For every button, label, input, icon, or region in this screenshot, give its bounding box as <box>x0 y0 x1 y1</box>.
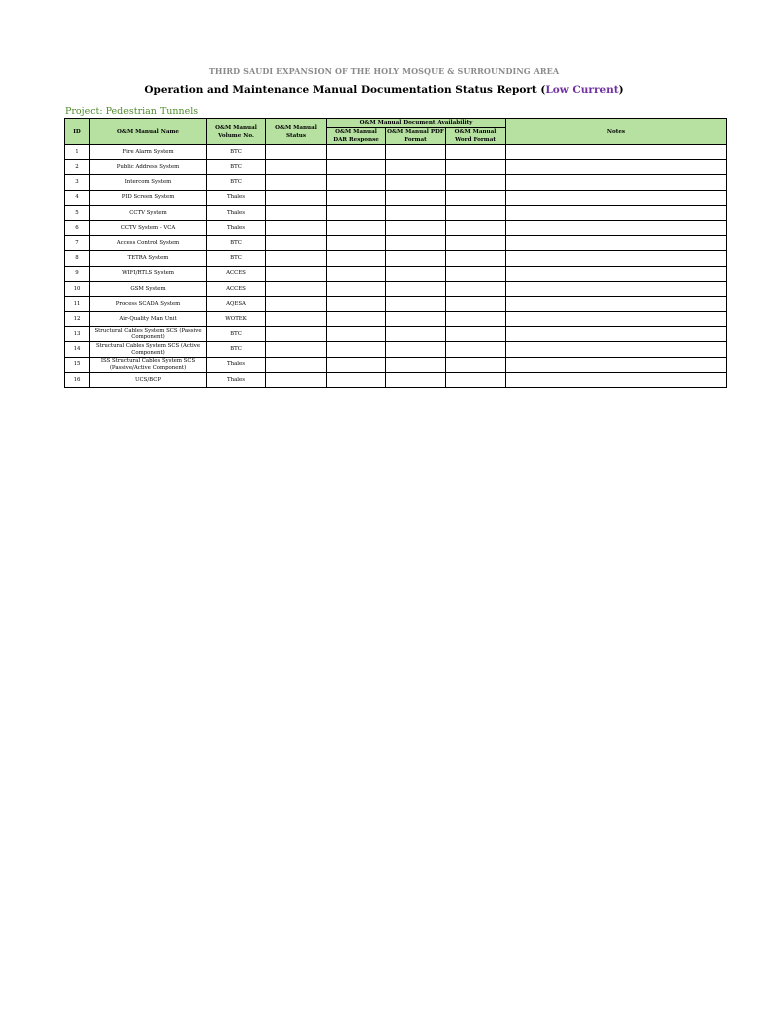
cell-status <box>266 190 327 205</box>
col-header-notes: Notes <box>506 119 727 145</box>
cell-id: 12 <box>65 312 90 327</box>
cell-name: Process SCADA System <box>90 296 207 311</box>
cell-word <box>446 236 506 251</box>
table-row <box>65 160 727 175</box>
cell-notes <box>506 342 727 357</box>
cell-notes <box>506 327 727 342</box>
cell-notes <box>506 372 727 387</box>
cell-status <box>266 266 327 281</box>
table-row <box>65 357 727 372</box>
cell-name: TETRA System <box>90 251 207 266</box>
cell-notes <box>506 281 727 296</box>
cell-pdf <box>386 357 446 372</box>
table-row <box>65 190 727 205</box>
report-title <box>0 84 768 96</box>
cell-word <box>446 372 506 387</box>
header-row <box>65 119 727 128</box>
cell-id: 14 <box>65 342 90 357</box>
cell-word <box>446 357 506 372</box>
cell-word <box>446 327 506 342</box>
cell-dar <box>327 266 386 281</box>
cell-dar <box>327 205 386 220</box>
cell-word <box>446 312 506 327</box>
cell-dar <box>327 312 386 327</box>
cell-pdf <box>386 281 446 296</box>
cell-volume: Thales <box>207 190 266 205</box>
cell-id: 15 <box>65 357 90 372</box>
cell-volume: Thales <box>207 220 266 235</box>
cell-volume: BTC <box>207 251 266 266</box>
cell-word <box>446 220 506 235</box>
report-heading: THIRD SAUDI EXPANSION OF THE HOLY MOSQUE & SURROUNDING AREA <box>208 66 560 76</box>
cell-notes <box>506 357 727 372</box>
cell-pdf <box>386 372 446 387</box>
table-row <box>65 220 727 235</box>
cell-status <box>266 357 327 372</box>
cell-notes <box>506 145 727 160</box>
cell-pdf <box>386 266 446 281</box>
cell-id: 1 <box>65 145 90 160</box>
col-header-pdf: O&M Manual PDF Format <box>387 129 444 143</box>
table-row <box>65 312 727 327</box>
cell-id: 4 <box>65 190 90 205</box>
cell-pdf <box>386 160 446 175</box>
table-row <box>65 342 727 357</box>
cell-id: 9 <box>65 266 90 281</box>
cell-pdf <box>386 327 446 342</box>
cell-dar <box>327 190 386 205</box>
col-header-dar: O&M Manual DAR Response <box>327 128 386 145</box>
cell-pdf <box>386 296 446 311</box>
cell-volume: Thales <box>207 357 266 372</box>
cell-id: 2 <box>65 160 90 175</box>
col-header-name: O&M Manual Name <box>90 119 207 145</box>
table-row <box>65 175 727 190</box>
cell-name: ISS Structural Cables System SCS (Passive/Active Component) <box>90 357 207 372</box>
col-header-id: ID <box>65 119 90 145</box>
col-header-volume: O&M Manual Volume No. <box>207 119 266 145</box>
cell-name: Structural Cables System SCS (Passive Component) <box>90 327 207 342</box>
table-row <box>65 372 727 387</box>
cell-notes <box>506 312 727 327</box>
table-row <box>65 205 727 220</box>
cell-dar <box>327 327 386 342</box>
cell-word <box>446 145 506 160</box>
cell-id: 11 <box>65 296 90 311</box>
cell-status <box>266 160 327 175</box>
cell-volume: BTC <box>207 175 266 190</box>
cell-pdf <box>386 175 446 190</box>
title-accent: Low Current <box>545 84 619 96</box>
cell-dar <box>327 251 386 266</box>
cell-notes <box>506 220 727 235</box>
cell-dar <box>327 372 386 387</box>
title-suffix: ) <box>618 84 624 96</box>
table-row <box>65 251 727 266</box>
cell-name: CCTV System <box>90 205 207 220</box>
cell-status <box>266 205 327 220</box>
cell-volume: BTC <box>207 342 266 357</box>
cell-volume: ACCES <box>207 281 266 296</box>
cell-word <box>446 175 506 190</box>
cell-notes <box>506 236 727 251</box>
cell-word <box>446 205 506 220</box>
cell-volume: WOTEK <box>207 312 266 327</box>
cell-status <box>266 342 327 357</box>
project-label: Project: Pedestrian Tunnels <box>65 106 199 117</box>
cell-status <box>266 372 327 387</box>
cell-status <box>266 312 327 327</box>
cell-name: CCTV System - VCA <box>90 220 207 235</box>
cell-dar <box>327 220 386 235</box>
cell-name: Structural Cables System SCS (Active Component) <box>90 342 207 357</box>
cell-word <box>446 160 506 175</box>
cell-pdf <box>386 205 446 220</box>
cell-status <box>266 327 327 342</box>
cell-volume: BTC <box>207 236 266 251</box>
cell-notes <box>506 266 727 281</box>
cell-dar <box>327 281 386 296</box>
cell-status <box>266 296 327 311</box>
table-row <box>65 236 727 251</box>
cell-volume: Thales <box>207 372 266 387</box>
cell-name: Intercom System <box>90 175 207 190</box>
cell-id: 7 <box>65 236 90 251</box>
table-row <box>65 281 727 296</box>
cell-volume: BTC <box>207 160 266 175</box>
cell-name: PID Screen System <box>90 190 207 205</box>
cell-status <box>266 281 327 296</box>
status-table <box>64 118 727 388</box>
cell-volume: ACCES <box>207 266 266 281</box>
table-row <box>65 266 727 281</box>
cell-name: Access Control System <box>90 236 207 251</box>
cell-status <box>266 175 327 190</box>
cell-dar <box>327 236 386 251</box>
cell-volume: BTC <box>207 327 266 342</box>
cell-name: Fire Alarm System <box>90 145 207 160</box>
cell-dar <box>327 296 386 311</box>
table-row <box>65 327 727 342</box>
cell-pdf <box>386 236 446 251</box>
cell-name: Public Address System <box>90 160 207 175</box>
cell-id: 16 <box>65 372 90 387</box>
cell-dar <box>327 342 386 357</box>
table-body <box>65 145 727 388</box>
cell-volume: BTC <box>207 145 266 160</box>
cell-id: 10 <box>65 281 90 296</box>
cell-status <box>266 251 327 266</box>
cell-status <box>266 220 327 235</box>
cell-word <box>446 281 506 296</box>
cell-notes <box>506 205 727 220</box>
cell-id: 6 <box>65 220 90 235</box>
cell-name: UCS/BCP <box>90 372 207 387</box>
cell-notes <box>506 251 727 266</box>
cell-word <box>446 266 506 281</box>
cell-notes <box>506 175 727 190</box>
cell-pdf <box>386 342 446 357</box>
cell-name: Air-Quality Man Unit <box>90 312 207 327</box>
cell-pdf <box>386 251 446 266</box>
cell-word <box>446 296 506 311</box>
cell-pdf <box>386 220 446 235</box>
cell-notes <box>506 296 727 311</box>
table-row <box>65 145 727 160</box>
cell-id: 13 <box>65 327 90 342</box>
cell-dar <box>327 357 386 372</box>
cell-name: GSM System <box>90 281 207 296</box>
cell-word <box>446 251 506 266</box>
col-header-availability: O&M Manual Document Availability <box>327 119 506 128</box>
col-header-word: O&M Manual Word Format <box>446 128 506 145</box>
cell-dar <box>327 145 386 160</box>
cell-status <box>266 236 327 251</box>
cell-notes <box>506 190 727 205</box>
title-prefix: Operation and Maintenance Manual Documentation Status Report ( <box>144 84 546 96</box>
cell-status <box>266 145 327 160</box>
cell-id: 3 <box>65 175 90 190</box>
cell-name: WIFI/RTLS System <box>90 266 207 281</box>
cell-notes <box>506 160 727 175</box>
cell-dar <box>327 160 386 175</box>
cell-id: 5 <box>65 205 90 220</box>
cell-volume: AQESA <box>207 296 266 311</box>
cell-id: 8 <box>65 251 90 266</box>
cell-pdf <box>386 190 446 205</box>
table-row <box>65 296 727 311</box>
cell-pdf <box>386 312 446 327</box>
cell-word <box>446 342 506 357</box>
cell-pdf <box>386 145 446 160</box>
cell-word <box>446 190 506 205</box>
cell-volume: Thales <box>207 205 266 220</box>
col-header-status: O&M Manual Status <box>266 119 327 145</box>
cell-dar <box>327 175 386 190</box>
